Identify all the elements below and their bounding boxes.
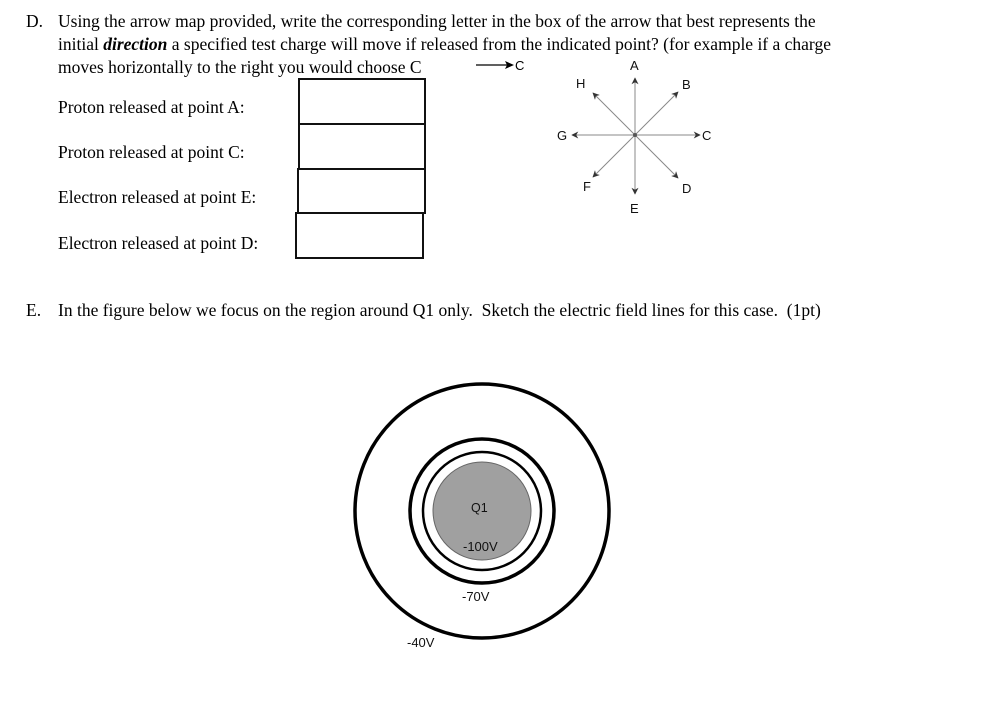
label-minus-70v: -70V bbox=[462, 589, 490, 604]
arrow-b bbox=[635, 92, 678, 135]
arrow-d bbox=[635, 135, 678, 178]
part-d-line-1: Using the arrow map provided, write the corresponding letter in the box of the arrow that best represents the bbox=[58, 11, 816, 31]
answer-box-proton-c[interactable] bbox=[298, 123, 426, 170]
prompt-proton-c: Proton released at point C: bbox=[58, 142, 245, 162]
example-arrow bbox=[474, 56, 534, 76]
part-d-letter: D. bbox=[26, 11, 44, 31]
label-minus-100v: -100V bbox=[463, 539, 498, 554]
arrow-label-h: H bbox=[576, 76, 586, 91]
answer-box-proton-a[interactable] bbox=[298, 78, 426, 125]
arrow-label-f: F bbox=[583, 179, 591, 194]
arrow-label-e: E bbox=[630, 201, 639, 216]
example-arrow-label: C bbox=[515, 58, 525, 73]
arrow-label-b: B bbox=[682, 77, 691, 92]
charge-q1-label: Q1 bbox=[471, 501, 488, 515]
prompt-electron-e: Electron released at point E: bbox=[58, 187, 257, 207]
answer-box-electron-d[interactable] bbox=[295, 212, 424, 259]
part-d-line-2 bbox=[58, 33, 831, 56]
part-d-line-2-post: a specified test charge will move if released from the indicated point? (for example if a charge bbox=[167, 34, 831, 54]
prompt-proton-a: Proton released at point A: bbox=[58, 97, 245, 117]
arrow-label-c: C bbox=[702, 128, 712, 143]
arrow-map bbox=[540, 55, 730, 225]
emphasis-direction: direction bbox=[103, 34, 168, 54]
prompt-electron-d: Electron released at point D: bbox=[58, 233, 259, 253]
part-d-line-2-pre: initial bbox=[58, 34, 104, 54]
arrow-f bbox=[593, 135, 635, 177]
part-e-letter: E. bbox=[26, 300, 42, 320]
arrow-label-d: D bbox=[682, 181, 692, 196]
label-minus-40v: -40V bbox=[407, 635, 435, 650]
equipotential-figure bbox=[350, 380, 620, 670]
answer-box-electron-e[interactable] bbox=[297, 168, 426, 214]
part-d-line-3: moves horizontally to the right you would choose C bbox=[58, 57, 422, 77]
part-e-text: In the figure below we focus on the region around Q1 only. Sketch the electric field lines for this case. (1pt) bbox=[58, 300, 821, 320]
arrow-h bbox=[593, 93, 635, 135]
arrow-label-g: G bbox=[557, 128, 568, 143]
arrow-label-a: A bbox=[630, 58, 639, 73]
